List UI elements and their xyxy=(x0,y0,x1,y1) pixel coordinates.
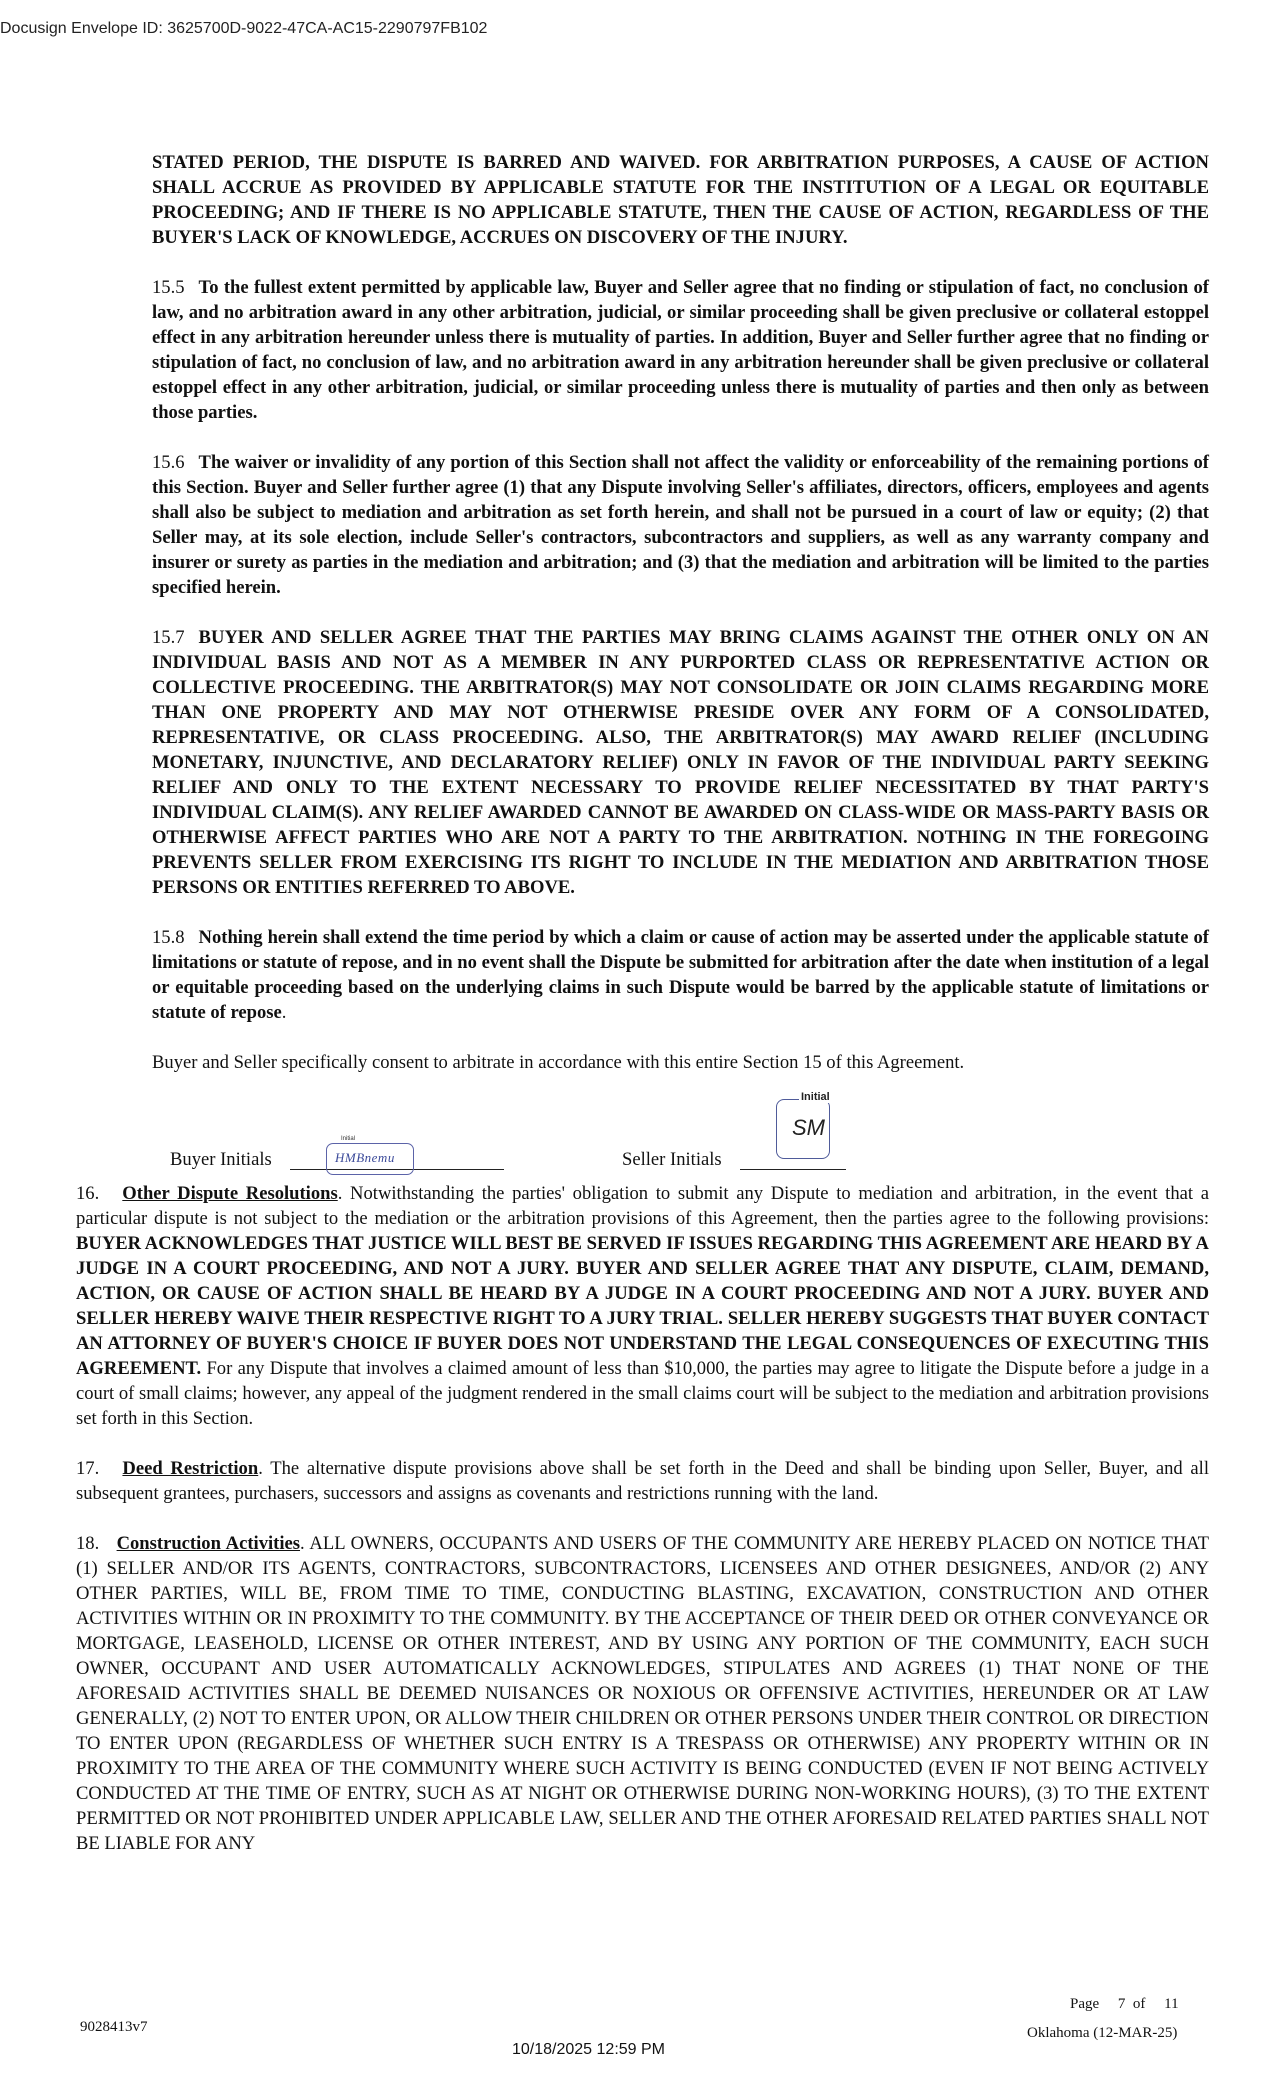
page-number xyxy=(1070,1996,1179,2013)
section-17 xyxy=(76,1456,1209,1506)
section-text: . ALL OWNERS, OCCUPANTS AND USERS OF THE COMMUNITY ARE HEREBY PLACED ON NOTICE THAT (1) SELLER AND/OR ITS AGENTS, CONTRACTORS, SUBCONTRACTORS, LICENSEES AND OTHER DESIGNEES, AND/OR (2) ANY OTHER PARTIES, WILL BE, FROM TIME TO TIME, CONDUCTING BLASTING, EXCAVATION, CONSTRUCTION AND OTHER ACTIVITIES WITHIN OR IN PROXIMITY TO THE COMMUNITY. BY THE ACCEPTANCE OF THEIR DEED OR OTHER CONVEYANCE OR MORTGAGE, LEASEHOLD, LICENSE OR OTHER INTEREST, AND BY USING ANY PORTION OF THE COMMUNITY, EACH SUCH OWNER, OCCUPANT AND USER AUTOMATICALLY ACKNOWLEDGES, STIPULATES AND AGREES (1) THAT NONE OF THE AFORESAID ACTIVITIES SHALL BE DEEMED NUISANCES OR NOXIOUS OR OFFENSIVE ACTIVITIES, HEREUNDER OR AT LAW GENERALLY, (2) NOT TO ENTER UPON, OR ALLOW THEIR CHILDREN OR OTHER PERSONS UNDER THEIR CONTROL OR DIRECTION TO ENTER UPON (REGARDLESS OF WHETHER SUCH ENTRY IS A TRESPASS OR OTHERWISE) ANY PROPERTY WITHIN OR IN PROXIMITY TO THE AREA OF THE COMMUNITY WHERE SUCH ACTIVITY IS BEING CONDUCTED (EVEN IF NOT BEING ACTIVELY CONDUCTED AT THE TIME OF ENTRY, SUCH AS AT NIGHT OR OTHERWISE DURING NON-WORKING HOURS), (3) TO THE EXTENT PERMITTED OR NOT PROHIBITED UNDER APPLICABLE LAW, SELLER AND THE OTHER AFORESAID RELATED PARTIES SHALL NOT BE LIABLE FOR ANY xyxy=(76,1533,1209,1854)
section-heading: Other Dispute Resolutions xyxy=(122,1183,338,1204)
seller-initials-signature: SM xyxy=(792,1115,825,1140)
seller-initials-field[interactable] xyxy=(776,1091,830,1159)
seller-initials-label: Seller Initials xyxy=(622,1149,722,1170)
document-version-id: 9028413v7 xyxy=(80,2019,148,2035)
section-number: 17. xyxy=(76,1458,100,1479)
buyer-initials-field[interactable] xyxy=(326,1136,414,1175)
paragraph-15-6 xyxy=(152,450,1209,600)
paragraph-number: 15.7 xyxy=(152,627,185,648)
paragraph-number: 15.5 xyxy=(152,277,185,298)
section-number: 16. xyxy=(76,1183,100,1204)
initials-row xyxy=(76,1091,1209,1171)
seller-initial-tag: Initial xyxy=(801,1091,830,1103)
section-16 xyxy=(76,1181,1209,1431)
document-body xyxy=(76,150,1209,1881)
arbitration-consent: Buyer and Seller specifically consent to arbitrate in accordance with this entire Section 15 of this Agreement. xyxy=(152,1052,965,1073)
section-number: 18. xyxy=(76,1533,100,1554)
section-18 xyxy=(76,1531,1209,1856)
signed-timestamp: 10/18/2025 12:59 PM xyxy=(512,2041,666,2058)
section-text: For any Dispute that involves a claimed amount of less than $10,000, the parties may agree to litigate the Dispute before a judge in a court of small claims; however, any appeal of the judgment rendered in the small claims court will be subject to the mediation and arbitration provisions set forth in this Section. xyxy=(76,1358,1209,1429)
paragraph-text: To the fullest extent permitted by applicable law, Buyer and Seller agree that no finding or stipulation of fact, no conclusion of law, and no arbitration award in any other arbitration, judicial, or similar proceeding shall be given preclusive or collateral estoppel effect in any arbitration hereunder unless there is mutuality of parties. In addition, Buyer and Seller further agree that no finding or stipulation of fact, no conclusion of law, and no arbitration award in any arbitration hereunder shall be given preclusive or collateral estoppel effect in any other arbitration, judicial, or similar proceeding unless there is mutuality of parties and then only as between those parties. xyxy=(152,277,1209,423)
paragraph-number: 15.6 xyxy=(152,452,185,473)
section-heading: Construction Activities xyxy=(116,1533,301,1554)
form-state-date: Oklahoma (12-MAR-25) xyxy=(1027,2025,1178,2041)
jury-waiver-text: BUYER ACKNOWLEDGES THAT JUSTICE WILL BEST BE SERVED IF ISSUES REGARDING THIS AGREEMENT ARE HEARD BY A JUDGE IN A COURT PROCEEDING, AND NOT A JURY. BUYER AND SELLER AGREE THAT ANY DISPUTE, CLAIM, DEMAND, ACTION, OR CAUSE OF ACTION SHALL BE HEARD BY A JUDGE IN A COURT PROCEEDING AND NOT A JURY. BUYER AND SELLER HEREBY WAIVE THEIR RESPECTIVE RIGHT TO A JURY TRIAL. SELLER HEREBY SUGGESTS THAT BUYER CONTACT AN ATTORNEY OF BUYER'S CHOICE IF BUYER DOES NOT UNDERSTAND THE LEGAL CONSEQUENCES OF EXECUTING THIS AGREEMENT. xyxy=(76,1233,1209,1379)
section-intro: . Notwithstanding the parties' obligation to submit any Dispute to mediation and arbitration, in the event that a particular dispute is not subject to the mediation or the arbitration provisions of this Agreement, then the parties agree to the following provisions: xyxy=(76,1183,1209,1229)
section-text: . The alternative dispute provisions above shall be set forth in the Deed and shall be binding upon Seller, Buyer, and all subsequent grantees, purchasers, successors and assigns as covenants and restrictions running with the land. xyxy=(76,1458,1210,1504)
buyer-initial-tag: Initial xyxy=(341,1136,356,1142)
paragraph-15-7 xyxy=(152,625,1209,900)
buyer-initials-label: Buyer Initials xyxy=(170,1149,272,1170)
page-label: Page xyxy=(1070,1996,1100,2012)
seller-initials-line xyxy=(740,1169,846,1170)
paragraph-15-4-continued: STATED PERIOD, THE DISPUTE IS BARRED AND WAIVED. FOR ARBITRATION PURPOSES, A CAUSE OF ACTION SHALL ACCRUE AS PROVIDED BY APPLICABLE STATUTE FOR THE INSTITUTION OF A LEGAL OR EQUITABLE PROCEEDING; AND IF THERE IS NO APPLICABLE STATUTE, THEN THE CAUSE OF ACTION, REGARDLESS OF THE BUYER'S LACK OF KNOWLEDGE, ACCRUES ON DISCOVERY OF THE INJURY. xyxy=(152,152,1209,248)
paragraph-number: 15.8 xyxy=(152,927,185,948)
page-of-label: of xyxy=(1132,1996,1146,2012)
page-total: 11 xyxy=(1164,1996,1179,2012)
paragraph-text: BUYER AND SELLER AGREE THAT THE PARTIES MAY BRING CLAIMS AGAINST THE OTHER ONLY ON AN INDIVIDUAL BASIS AND NOT AS A MEMBER IN ANY PURPORTED CLASS OR REPRESENTATIVE ACTION OR COLLECTIVE PROCEEDING. THE ARBITRATOR(S) MAY NOT CONSOLIDATE OR JOIN CLAIMS REGARDING MORE THAN ONE PROPERTY AND MAY NOT OTHERWISE PRESIDE OVER ANY FORM OF A CONSOLIDATED, REPRESENTATIVE, OR CLASS PROCEEDING. ALSO, THE ARBITRATOR(S) MAY AWARD RELIEF (INCLUDING MONETARY, INJUNCTIVE, AND DECLARATORY RELIEF) ONLY IN FAVOR OF THE INDIVIDUAL PARTY SEEKING RELIEF AND ONLY TO THE EXTENT NECESSARY TO PROVIDE RELIEF NECESSITATED BY THAT PARTY'S INDIVIDUAL CLAIM(S). ANY RELIEF AWARDED CANNOT BE AWARDED ON CLASS-WIDE OR MASS-PARTY BASIS OR OTHERWISE AFFECT PARTIES WHO ARE NOT A PARTY TO THE ARBITRATION. NOTHING IN THE FOREGOING PREVENTS SELLER FROM EXERCISING ITS RIGHT TO INCLUDE IN THE MEDIATION AND ARBITRATION THOSE PERSONS OR ENTITIES REFERRED TO ABOVE. xyxy=(152,627,1209,898)
paragraph-15-5 xyxy=(152,275,1209,425)
paragraph-text: The waiver or invalidity of any portion of this Section shall not affect the validity or enforceability of the remaining portions of this Section. Buyer and Seller further agree (1) that any Dispute involving Seller's affiliates, directors, officers, employees and agents shall also be subject to mediation and arbitration as set forth herein, and shall not be pursued in a court of law or equity; (2) that Seller may, at its sole election, include Seller's contractors, subcontractors and suppliers, as well as any warranty company and insurer or surety as parties in the mediation and arbitration; and (3) that the mediation and arbitration will be limited to the parties specified herein. xyxy=(152,452,1209,598)
paragraph-15-8 xyxy=(152,925,1209,1025)
page-current: 7 xyxy=(1117,1996,1126,2012)
paragraph-end: . xyxy=(281,1002,287,1023)
envelope-id: Docusign Envelope ID: 3625700D-9022-47CA-AC15-2290797FB102 xyxy=(0,20,488,37)
section-heading: Deed Restriction xyxy=(122,1458,259,1479)
paragraph-text: Nothing herein shall extend the time period by which a claim or cause of action may be asserted under the applicable statute of limitations or statute of repose, and in no event shall the Dispute be submitted for arbitration after the date when institution of a legal or equitable proceeding based on the underlying claims in such Dispute would be barred by the applicable statute of limitations or statute of repose xyxy=(152,927,1209,1023)
buyer-initials-signature: HMBnemu xyxy=(335,1150,395,1165)
section-15-block xyxy=(152,150,1209,1075)
